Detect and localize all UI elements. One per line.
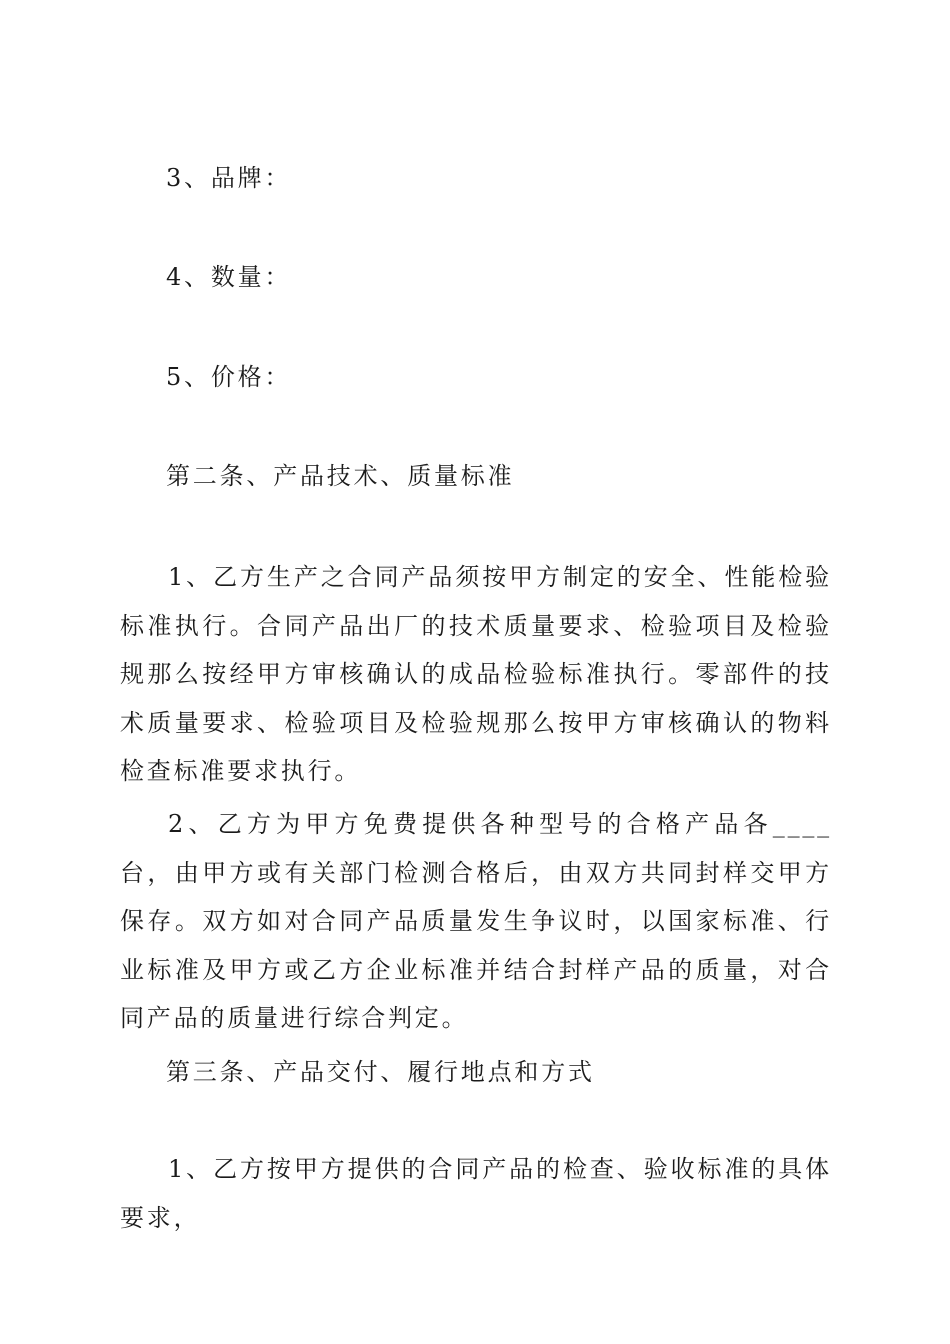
item-price: 5、价格： [166,363,292,391]
article-2-paragraph-2: 2、乙方为甲方免费提供各种型号的合格产品各____台，由甲方或有关部门检测合格后，由双方共同封样交甲方保存。双方如对合同产品质量发生争议时，以国家标准、行业标准及甲方或乙方企业标准并结合封样产品的质量，对合同产品的质量进行综合判定。 [120,810,832,1032]
article-2-title: 第二条、产品技术、质量标准 [166,462,515,490]
article-2-paragraph-1: 1、乙方生产之合同产品须按甲方制定的安全、性能检验标准执行。合同产品出厂的技术质量要求、检验项目及检验规那么按经甲方审核确认的成品检验标准执行。零部件的技术质量要求、检验项目及检验规那么按甲方审核确认的物料检查标准要求执行。 [120,563,832,785]
item-brand: 3、品牌： [166,164,292,192]
article-3-title: 第三条、产品交付、履行地点和方式 [166,1058,595,1086]
item-quantity: 4、数量： [166,263,292,291]
article-3-paragraph-1: 1、乙方按甲方提供的合同产品的检查、验收标准的具体要求， [120,1155,832,1232]
